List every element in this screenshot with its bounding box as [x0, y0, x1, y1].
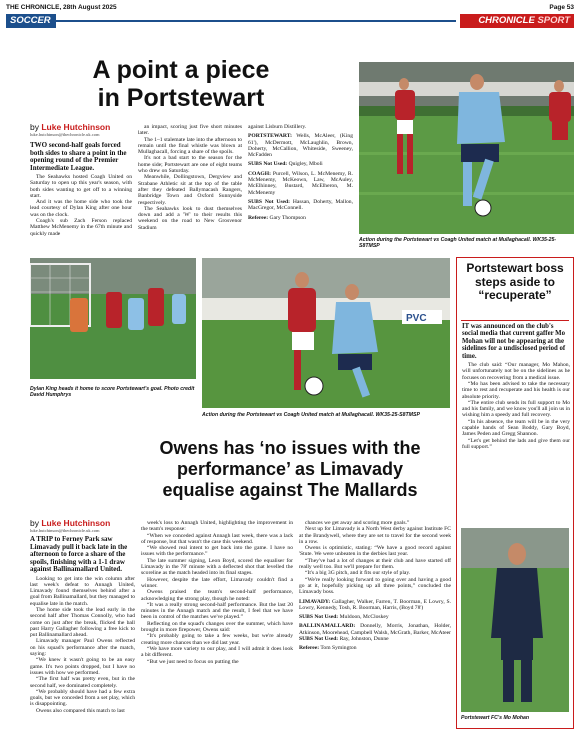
goal-photo [30, 258, 196, 379]
chronicle-label: CHRONICLE [478, 15, 535, 26]
article2-byline: by Luke Hutchinson luke.hutchinson@thechronicle.uk.com [30, 520, 140, 534]
goal-photo-caption: Dylan King heads it home to score Portstewart's goal. Photo credit David Humphrys [30, 386, 195, 398]
sport-label: SPORT [537, 15, 570, 26]
article2-lead: A TRIP to Ferney Park saw Limavady pull it back late in the afternoon to force a share of the spoils, finishing with a 1-1 draw against Ballinamallard United. [30, 536, 128, 573]
article1-headline: A point a piece in Portstewart [92, 56, 270, 112]
author-email: luke.hutchinson@thechronicle.uk.com [30, 132, 100, 137]
article1-byline: by Luke Hutchinson luke.hutchinson@thechronicle.uk.com [30, 124, 140, 138]
article1-col3: against Lisburn Distillery. PORTSTEWART: Wells, McAleer, (King 61'), McDermott, McLaughlin, Brown, Doherty, McCallion, Whiteside, Sweeney, McFadden SUBS Not Used: Quigley, Mboli COAGH: Purcell, Wilson, L. McMenemy, R. McMenemy, McKeown, Law, McAuley, McElhinney, Bustard, McElheron, M. McMenemy SUBS Not Used: Hassan, Doherty, Mallon, MacGregor, McConnell. Referee: Gary Thompson [248, 124, 353, 221]
page-number: Page 53 [549, 4, 574, 11]
match-photo-graphic [359, 62, 574, 234]
svg-text:PVC: PVC [406, 313, 427, 324]
article2-headline: Owens has ‘no issues with the performance’ as Limavady equalise against The Mallards [159, 438, 421, 500]
section-rule [56, 20, 456, 22]
action-photo [202, 258, 450, 408]
article1-col2: an impact, scoring just five short minutes later. The 1–1 stalemate late into the afternoon to remain until the final whistle was blown at Mullaghacall, forcing a share of the spoils. It's not a bad start to the season for the home side; Portstewart are one of eight teams who drew on Saturday. Meanwhile, Dollingstown, Dergview and Strabane Athletic sit at the top of the table after they defeated Ballymacash Rangers, Banbridge Town and Oxford Sunnyside respectively. The Seahawks look to dust themselves down and add a 'W' to their results this weekend on the road to New Grosvenor Stadium [138, 124, 242, 231]
article2-col3: chances we get away and scoring more goals.” Next up for Limavady is a North West derby against Institute FC at the Brandywell, where they are set to travel for the second week in a row. Owens is optimistic, stating: “We have a good record against 'Stute. We were unbeaten in the derbies last year. “They've had a lot of changes at their club and have started off really well too. But we'll prepare for them. “It's a big 3G pitch, and it fits our style of play. “We're really looking forward to going over and having a good go at it, hopefully picking up all three points,” concluded the Limavady boss. LIMAVADY: Gallagher, Walker, Farren, T. Boorman, E Lowry, S. Lowry, Kennedy, Tosh, R. Boorman, Harris, (Boyd 78') SUBS Not Used: Muldoon, McCloskey BALLINAMALLARD: Donnelly, Morris, Jonathan, Holder, Atkinson, Moorehead, Campbell Walsh, McGrath, Barker, McAteer SUBS Not Used: Ray, Johnston, Dunne Referee: Tom Symington [299, 520, 451, 652]
article1-lead: TWO second-half goals forced both sides to share a point in the opening round of the Premier Intermediate League. [30, 142, 127, 172]
sidebar-text: IT was announced on the club's social media that current gaffer Mo Mohan will not be appearing at the sidelines for a undisclosed period of time. The club said: “Our manager, Mo Mahon, will unfortunately not be on the sidelines as he focuses on recovering from a medical issue. “Mo has been advised to take the necessary time to rest and recuperate and his health is our absolute priority. “The entire club sends its full support to Mo and his family, and we know you'll all join us in wishing him a speedy and full recovery. “In his absence, the team will be in the very capable hands of Sean Boddy, Gary Boyd, James Peden and Gregg Shannon. “Let's get behind the lads and give them our full support.” [462, 323, 570, 450]
article2-col1: A TRIP to Ferney Park saw Limavady pull it back late in the afternoon to force a share of the spoils, finishing with a 1-1 draw against Ballinamallard United. Looking to get into the win column after last week's defeat to Annagh United, Limavady found themselves behind after a goal from Ballinamallard, but they managed to equalise late in the match. The home side took the lead early in the second half after Thomas Connolly, who had come on just after the break, flicked the ball past Harry Gallagher following a free kick to put Ballinamallard ahead. Limavady manager Paul Owens reflected on his squad's performance after the match, saying: “We knew it wasn't going to be an easy game. It's two points dropped, but I have no issues with how we performed. “The first half was pretty even, but in the second half, we dominated completely. “We probably should have had a few extra goals, but we conceded from a set play, which is disappointing. Owens also compared this match to last [30, 536, 135, 714]
action-photo-caption: Action during the Portstewart vs Coagh United match at Mullaghacall. WK35-25-S8TMSP [202, 412, 420, 418]
sidebar-lead: IT was announced on the club's social media that current gaffer Mo Mohan will not be appearing at the sidelines for a undisclosed period of time. [462, 323, 566, 360]
manager-photo-caption: Portstewart FC's Mo Mohan [461, 715, 530, 721]
action-photo-graphic [202, 258, 450, 408]
author-email: luke.hutchinson@thechronicle.uk.com [30, 528, 100, 533]
manager-photo-graphic [461, 528, 569, 712]
article1-col1: TWO second-half goals forced both sides to share a point in the opening round of the Premier Intermediate League. The Seahawks hosted Coagh United on Saturday to open up this year's season, with both sides wanting to get off to a winning start. And it was the home side who took the lead courtesy of Dylan King after one hour was on the clock. Coagh's sub Zach Ferson replaced Matthew McMenemy in the 67th minute and quickly made [30, 142, 132, 237]
sidebar-rule [461, 320, 569, 321]
section-chronicle-sport [460, 14, 574, 28]
main-photo-caption: Action during the Portstewart vs Coagh United match at Mullaghacall. WK35-25-S8TMSP [359, 237, 557, 249]
sidebar-headline: Portstewart boss steps aside to “recuperate” [466, 261, 564, 302]
page-header [6, 2, 574, 14]
main-match-photo [359, 62, 574, 234]
author-name: Luke Hutchinson [41, 518, 111, 528]
manager-photo [461, 528, 569, 712]
author-name: Luke Hutchinson [41, 122, 111, 132]
section-soccer: SOCCER [6, 14, 56, 28]
goal-photo-graphic [30, 258, 196, 379]
article2-col2: week's loss to Annagh United, highlighting the improvement in the team's response: “When we conceded against Annagh last week, there was a lack of response, but that wasn't the case this weekend. “We showed real intent to get back into the game. I have no issues with the performance.” The late summer signing, Leon Boyd, scored the equaliser for Limavady in the 78' minute with a deflected shot that levelled the scoreline as the match headed into its final stages. However, despite the late effort, Limavady couldn't find a winner. Owens praised the team's second-half performance, acknowledging the strong play, though he noted: “It was a really strong second-half performance. But the last 20 minutes in the Annagh match and the result, I feel that we have been in control of the matches we've played.” Reflecting on the squad's changes over the summer, which have brought in more firepower, Owens said: “It's probably going to take a few weeks, but we're already creating more chances than we did last year. “We have more variety to our play, and I will admit it does look a bit different. “But we just need to focus on putting the [141, 520, 293, 665]
publication-date: THE CHRONICLE, 28th August 2025 [6, 4, 117, 11]
